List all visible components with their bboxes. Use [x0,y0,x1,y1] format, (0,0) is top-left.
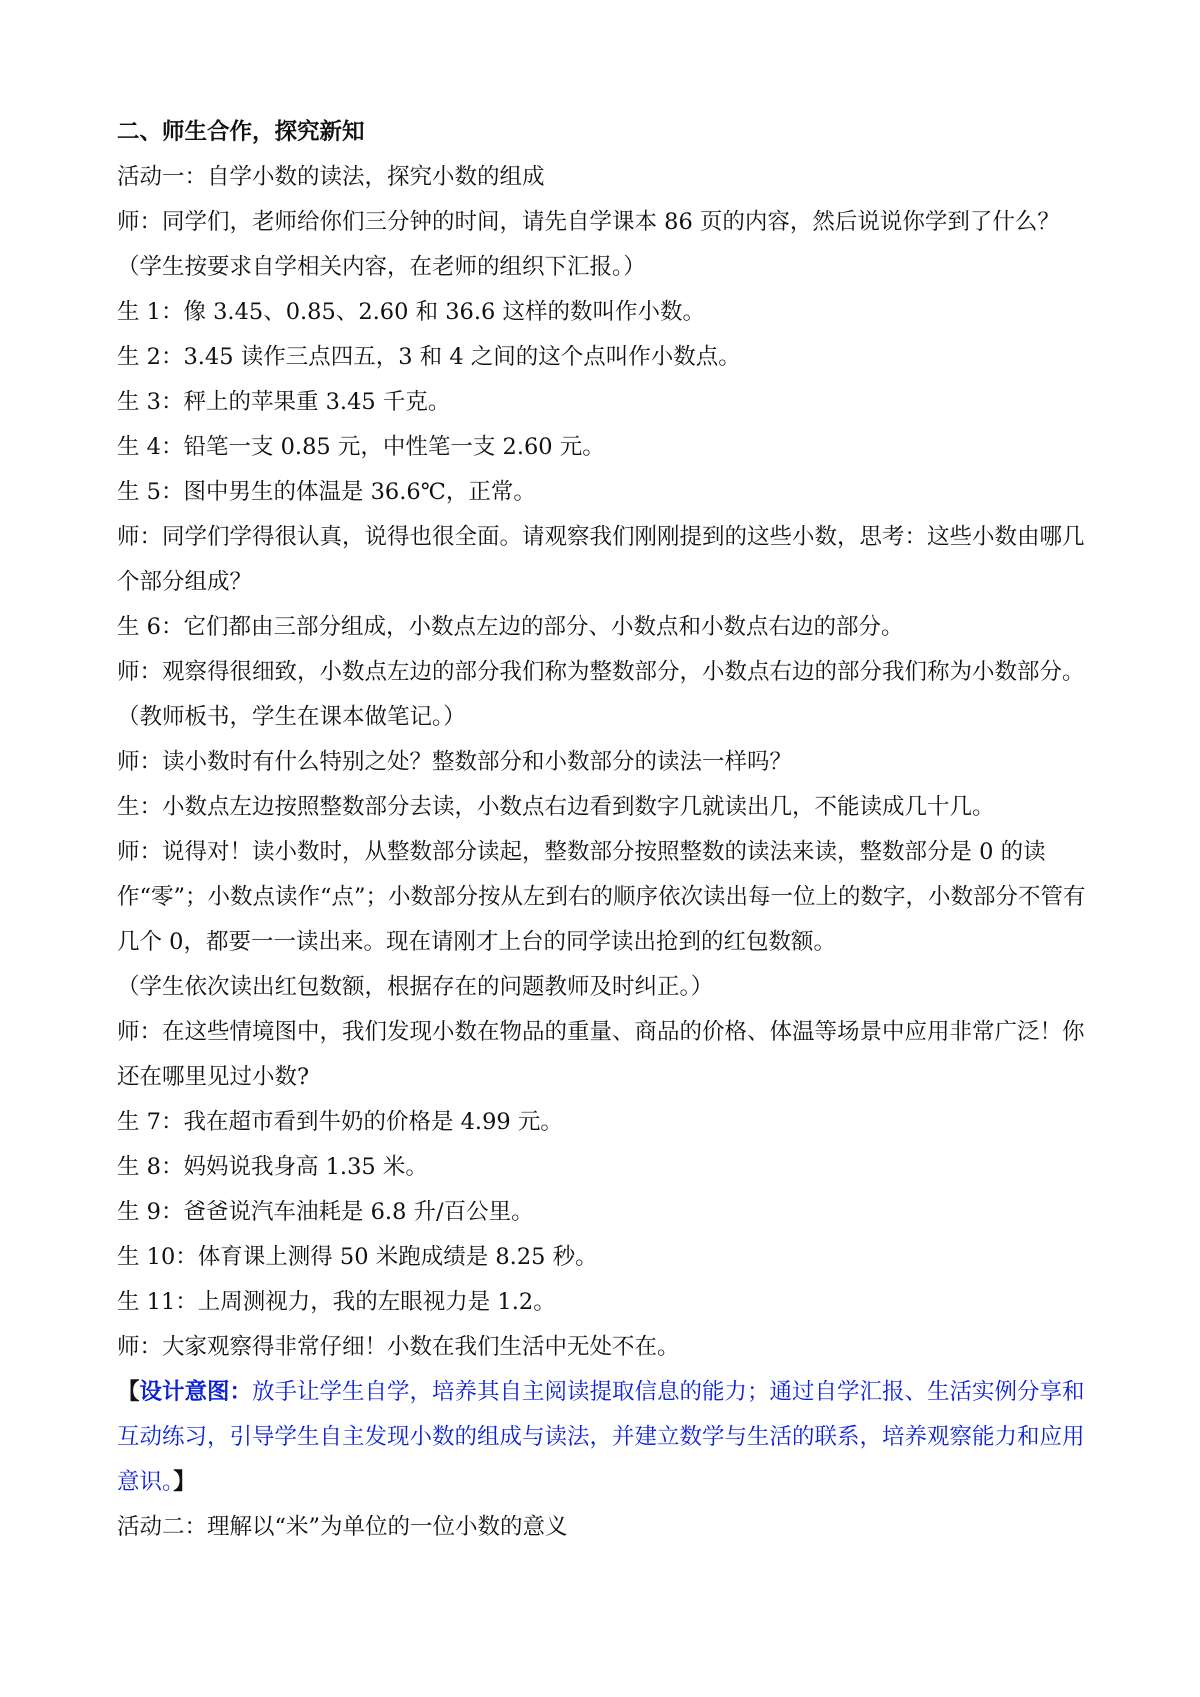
dialogue-line: 生：小数点左边按照整数部分去读，小数点右边看到数字几就读出几，不能读成几十几。 [117,794,995,820]
dialogue-line: 生 5：图中男生的体温是 36.6℃，正常。 [117,479,536,505]
dialogue-line: 生 2：3.45 读作三点四五，3 和 4 之间的这个点叫作小数点。 [117,344,741,370]
dialogue-line: 生 3：秤上的苹果重 3.45 千克。 [117,389,451,415]
intent-close-bracket: 】 [173,1469,196,1495]
dialogue-line: （教师板书，学生在课本做笔记。） [117,704,466,730]
dialogue-line: 师：在这些情境图中，我们发现小数在物品的重量、商品的价格、体温等场景中应用非常广泛！你还在哪里见过小数? [117,1019,1085,1090]
dialogue-line: 生 8：妈妈说我身高 1.35 米。 [117,1154,428,1180]
section-heading: 二、师生合作，探究新知 [117,119,365,145]
dialogue-line: 生 9：爸爸说汽车油耗是 6.8 升/百公里。 [117,1199,534,1225]
dialogue-line: 生 4：铅笔一支 0.85 元，中性笔一支 2.60 元。 [117,434,605,460]
dialogue-line: 生 7：我在超市看到牛奶的价格是 4.99 元。 [117,1109,563,1135]
activity-one-title: 活动一：自学小数的读法，探究小数的组成 [117,164,545,190]
dialogue-line: 师：观察得很细致，小数点左边的部分我们称为整数部分，小数点右边的部分我们称为小数部分。 [117,659,1085,685]
dialogue-line: 师：说得对！读小数时，从整数部分读起，整数部分按照整数的读法来读，整数部分是 0 的读作“零”；小数点读作“点”；小数部分按从左到右的顺序依次读出每一位上的数字，小数部分不管有几个 0，都要一一读出来。现在请刚才上台的同学读出抢到的红包数额。 [117,839,1086,955]
dialogue-line: 生 11：上周测视力，我的左眼视力是 1.2。 [117,1289,556,1315]
document-body [117,110,1097,1550]
intent-label: 设计意图： [139,1379,253,1405]
design-intent-note [117,1370,1097,1505]
dialogue-line: 师：同学们学得很认真，说得也很全面。请观察我们刚刚提到的这些小数，思考：这些小数由哪几个部分组成？ [117,524,1085,595]
intent-open-bracket: 【 [117,1379,140,1405]
dialogue-line: 生 6：它们都由三部分组成，小数点左边的部分、小数点和小数点右边的部分。 [117,614,904,640]
dialogue-line: （学生按要求自学相关内容，在老师的组织下汇报。） [117,254,646,280]
dialogue-line: 师：同学们，老师给你们三分钟的时间，请先自学课本 86 页的内容，然后说说你学到了什么？ [117,209,1060,235]
dialogue-line: 生 10：体育课上测得 50 米跑成绩是 8.25 秒。 [117,1244,598,1270]
dialogue-line: （学生依次读出红包数额，根据存在的问题教师及时纠正。） [117,974,714,1000]
dialogue-line: 生 1：像 3.45、0.85、2.60 和 36.6 这样的数叫作小数。 [117,299,705,325]
dialogue-line: 师：大家观察得非常仔细！小数在我们生活中无处不在。 [117,1334,680,1360]
intent-text: 放手让学生自学，培养其自主阅读提取信息的能力；通过自学汇报、生活实例分享和互动练习，引导学生自主发现小数的组成与读法，并建立数学与生活的联系，培养观察能力和应用意识。 [117,1379,1085,1495]
dialogue-line: 师：读小数时有什么特别之处？整数部分和小数部分的读法一样吗？ [117,749,793,775]
activity-two-title: 活动二：理解以“米”为单位的一位小数的意义 [117,1514,568,1540]
